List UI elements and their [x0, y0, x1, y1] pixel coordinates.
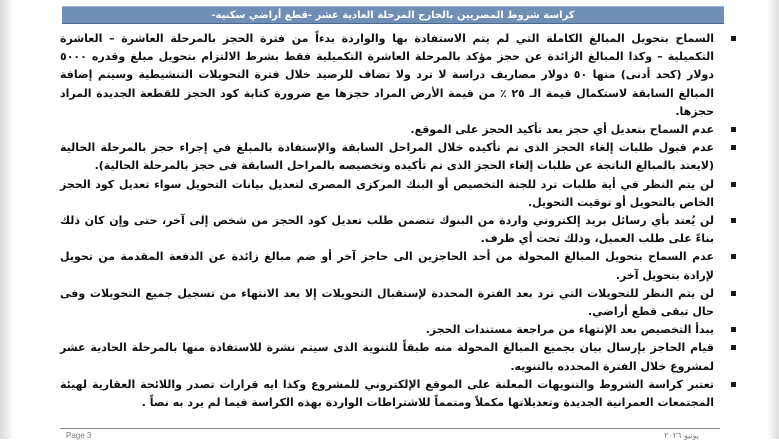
- bullet-icon: [731, 327, 736, 332]
- clause-item: [60, 121, 740, 139]
- clause-text: السماح بتحويل المبالغ الكاملة التي لم يتم الاستفادة بها والواردة بدءاً من فترة الحجز بالمرحلة العاشرة – العاشرة التكميلية – وكذا المبالغ الزائدة عن حجز مؤكد بالمرحلة العاشرة التكميلية فقط بشرط الالتزام بتحويل مبلغ وقدره ٥٠٠٠ دولار (كحد أدنى) منها ٥٠ دولار مصاريف دراسة لا ترد ولا تضاف للرصيد خلال فترة التحويلات التنشيطية وسيتم إضافة المبالغ السابقة لاستكمال قيمة الـ ٢٥ ٪ من قيمة الأرض المراد حجزها مع ضرورة كتابة كود الحجز للقطعة الجديدة المراد حجزها.: [60, 32, 714, 118]
- bullet-icon: [731, 127, 736, 132]
- clause-text: عدم السماح بتحويل المبالغ المحولة من أحد الحاجزين الى حاجز آخر أو ضم مبالغ زائدة عن الدفعة المقدمة من تحويل لإرادة بتحويل آخر.: [60, 250, 714, 282]
- clause-text: لن يتم النظر للتحويلات التي ترد بعد الفترة المحددة لإستقبال التحويلات إلا بعد الانتهاء من تسجيل جميع التحويلات وفى حال تبقى قطع أراضي.: [60, 286, 714, 319]
- bullet-icon: [731, 382, 736, 387]
- clause-item: [60, 285, 740, 321]
- clause-item: [60, 176, 740, 212]
- clause-text: تعتبر كراسة الشروط والتنويهات المعلنة على الموقع الإلكتروني للمشروع وكذا ايه قرارات تصدر واللائحة العقارية لهيئة المجتمعات العمرانية الجديدة وتعديلاتها مكملاً ومتمماً للاشتراطات الواردة بهذه الكراسة فيما لم يرد به نصاً .: [60, 377, 714, 410]
- clause-item: [60, 30, 740, 121]
- clause-item: [60, 212, 740, 248]
- footer-date: يونيو ٢٠٢٦: [664, 431, 699, 440]
- document-title: كراسة شروط المصريين بالخارج المرحلة العادية عشر -قطع أراضي سكنية-: [211, 9, 575, 21]
- document-header-bar: [62, 6, 724, 24]
- bullet-icon: [731, 345, 736, 350]
- clause-text: لن يتم النظر في أية طلبات ترد للجنة التخصيص أو البنك المركزى المصرى لتعديل بيانات التحويل سواء تعديل كود الحجز الخاص بالتحويل أو توقيت التحويل.: [60, 177, 714, 209]
- bullet-icon: [731, 254, 736, 259]
- bullet-icon: [731, 145, 736, 150]
- terms-section: [60, 30, 740, 410]
- bullet-icon: [731, 291, 736, 296]
- footer-divider: [60, 428, 720, 429]
- bullet-icon: [731, 218, 736, 223]
- clause-item: [60, 339, 740, 375]
- clause-item: [60, 376, 740, 412]
- clause-text: عدم قبول طلبات إلغاء الحجز الذى تم تأكيده خلال المراحل السابقة والإستفادة بالمبلغ في إجراء حجز بالمرحلة الحالية (لايعتد بالمبالغ الناتجة عن طلبات إلغاء الحجز الذى تم تأكيده وتخصيصه بالمراحل السابقة فى حجز بالمرحلة الحالية).: [60, 141, 714, 173]
- clause-item: [60, 139, 740, 175]
- clause-item: [60, 248, 740, 284]
- page-number: Page 3: [66, 431, 92, 440]
- clause-text: لن يُعتد بأي رسائل بريد إلكتروني واردة من البنوك تتضمن طلب تعديل كود الحجز من شخص إلى آخر، حتى وإن كان ذلك بناءً على طلب العميل، وذلك تحت أي ظرف.: [60, 214, 714, 246]
- page-edge-left: [0, 0, 14, 439]
- bullet-icon: [731, 182, 736, 187]
- clause-text: عدم السماح بتعديل أي حجز بعد تأكيد الحجز على الموقع.: [410, 123, 714, 137]
- clause-text: يبدأ التخصيص بعد الإنتهاء من مراجعة مستندات الحجز.: [425, 323, 714, 337]
- clause-text: قيام الحاجز بإرسال بيان بجميع المبالغ المحولة منه طبقاً للتنوية الذى سيتم نشرة للاستفادة منها بالمرحلة الحادية عشر لمشروع خلال الفترة المحدده بالتنويه.: [60, 341, 714, 373]
- bullet-icon: [731, 36, 736, 41]
- clause-item: [60, 321, 740, 339]
- clauses-list: [60, 30, 740, 412]
- page-edge-right: [767, 0, 779, 439]
